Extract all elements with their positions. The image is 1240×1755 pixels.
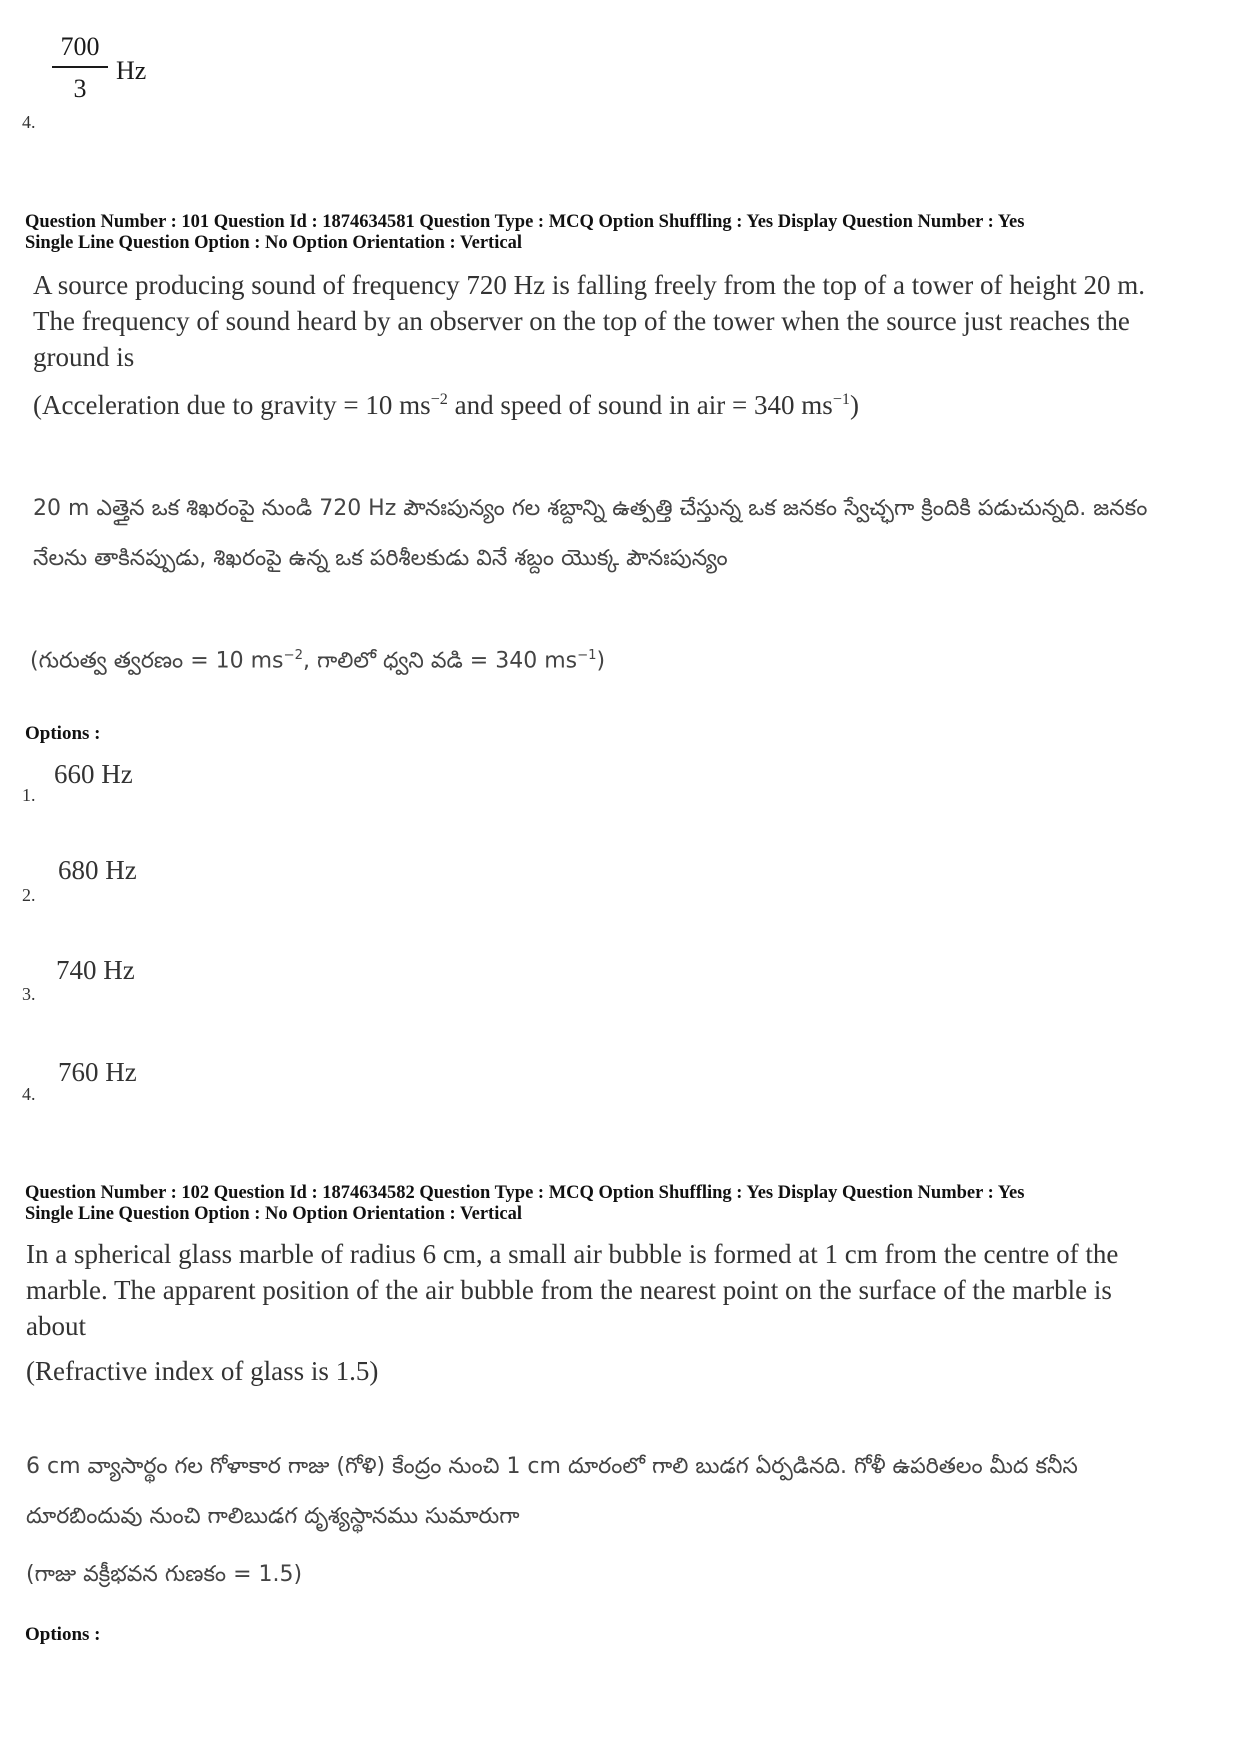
q101-option-1-text[interactable]: 660 Hz bbox=[54, 759, 133, 789]
q102-english-note: (Refractive index of glass is 1.5) bbox=[26, 1356, 379, 1386]
prev-option-number: 4. bbox=[22, 112, 36, 132]
q101-telugu-text: 20 m ఎత్తైన ఒక శిఖరంపై నుండి 720 Hz పౌనఃపున్యం గల శబ్దాన్ని ఉత్పత్తి చేస్తున్న ఒక జనకం స్వేచ్ఛగా క్రిందికి పడుచున్నది. జనకం నేలను తాకినప్పుడు, శిఖరంపై ఉన్న ఒక పరిశీలకుడు వినే శబ్దం యొక్క పౌనఃపున్యం bbox=[33, 496, 1148, 571]
fraction-denominator: 3 bbox=[73, 74, 87, 103]
q101-meta-line2: Single Line Question Option : No Option Orientation : Vertical bbox=[25, 233, 522, 253]
q102-telugu-note: (గాజు వక్రీభవన గుణకం = 1.5) bbox=[26, 1562, 303, 1587]
q102-meta-line1: Question Number : 102 Question Id : 1874634582 Question Type : MCQ Option Shuffling : Yes Display Question Number : Yes bbox=[25, 1183, 1025, 1203]
q101-option-2-number: 2. bbox=[22, 885, 36, 905]
fraction-option bbox=[52, 34, 108, 102]
q102-telugu-text: 6 cm వ్యాసార్థం గల గోళాకార గాజు (గోళి) కేంద్రం నుంచి 1 cm దూరంలో గాలి బుడగ ఏర్పడినది. గోళీ ఉపరితలం మీద కనీస దూరబిందువు నుంచి గాలిబుడగ దృశ్యస్థానము సుమారుగా bbox=[26, 1454, 1078, 1529]
q102-english-text: In a spherical glass marble of radius 6 cm, a small air bubble is formed at 1 cm from the centre of the marble. The apparent position of the air bubble from the nearest point on the surface of the marble is about bbox=[26, 1239, 1119, 1341]
q101-english-note: (Acceleration due to gravity = 10 $ms^{-2}$ and speed of sound in air = 340 $ms^{-1}$) bbox=[33, 390, 859, 420]
q101-meta-line1: Question Number : 101 Question Id : 1874634581 Question Type : MCQ Option Shuffling : Yes Display Question Number : Yes bbox=[25, 212, 1025, 232]
q101-option-3-text[interactable]: 740 Hz bbox=[56, 955, 135, 985]
q101-option-4-text[interactable]: 760 Hz bbox=[58, 1057, 137, 1087]
q101-option-4-number: 4. bbox=[22, 1084, 36, 1104]
q101-options-label: Options : bbox=[25, 723, 101, 744]
q101-option-2-text[interactable]: 680 Hz bbox=[58, 855, 137, 885]
q101-english-text: A source producing sound of frequency 720 Hz is falling freely from the top of a tower of height 20 m. The frequency of sound heard by an observer on the top of the tower when the source just reaches the ground is bbox=[33, 270, 1145, 372]
q101-option-1-number: 1. bbox=[22, 785, 36, 805]
fraction-numerator: 700 bbox=[60, 32, 100, 61]
fraction-unit: Hz bbox=[116, 56, 147, 85]
q101-telugu-note: (గురుత్వ త్వరణం = 10 $ms^{-2}$, గాలిలో ధ్వని వడి = 340 $ms^{-1}$) bbox=[30, 648, 606, 674]
q102-options-label: Options : bbox=[25, 1624, 101, 1645]
q102-meta-line2: Single Line Question Option : No Option Orientation : Vertical bbox=[25, 1204, 522, 1224]
q101-option-3-number: 3. bbox=[22, 984, 36, 1004]
